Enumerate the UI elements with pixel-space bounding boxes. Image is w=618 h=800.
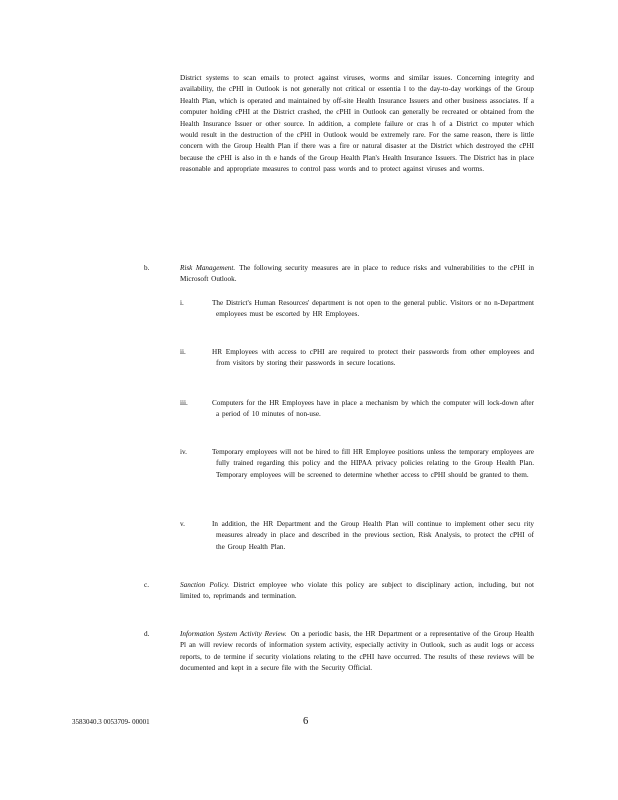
section-b-marker: b. — [144, 264, 150, 272]
section-c-marker: c. — [144, 581, 149, 589]
section-b-heading: Risk Management. — [180, 264, 236, 272]
sub-item-iv-marker: iv. — [180, 448, 187, 456]
sub-item-v: In addition, the HR Department and the Group Health Plan will continue to implement other secu rity measures already in place and described in the previous section, Risk Analysis, to protect the cPHI of the Group Health Plan. — [212, 520, 534, 551]
section-c-text: District employee who violate this policy are subject to disciplinary action, including, but not limited to, reprimands and termination. — [180, 581, 534, 601]
section-c-heading: Sanction Policy. — [180, 581, 230, 589]
document-id: 3583040.3 0053709- 00001 — [72, 718, 150, 726]
section-c — [180, 580, 534, 603]
intro-paragraph: District systems to scan emails to protect against viruses, worms and similar issues. Concerning integrity and availability, the cPHI in Outlook is not generally not critical or essentia l to the day-to-day workings of the Group Health Plan, which is operated and maintained by off-site Health Insurance Issuers and other business associates. If a computer holding cPHI at the District crashed, the cPHI in Outlook can generally be recreated or obtained from the Health Insurance Issuer or other source. In addition, a complete failure or cras h of a District co mputer which would result in the destruction of the cPHI in Outlook would be extremely rare. For the same reason, there is little concern with the Group Health Plan if there was a fire or natural disaster at the District which destroyed the cPHI because the cPHI is also in th e hands of the Group Health Plan's Health Insurance Issuers. The District has in place reasonable and appropriate measures to control pass words and to protect against viruses and worms. — [180, 74, 534, 174]
section-b-text: The following security measures are in place to reduce risks and vulnerabilities to the cPHI in Microsoft Outlook. — [180, 264, 534, 284]
sub-item-iv: Temporary employees will not be hired to fill HR Employee positions unless the temporary employees are fully trained regarding this policy and the HIPAA privacy policies relating to the Group Health Plan. Temporary employees will be screened to determine whether access to cPHI should be granted to them. — [212, 448, 534, 479]
sub-item-iii-marker: iii. — [180, 399, 188, 407]
section-b — [180, 263, 534, 286]
section-d-text: On a periodic basis, the HR Department or a representative of the Group Health Pl an will review records of information system activity, especially activity in Outlook, such as audit logs or access reports, to de termine if security violations relating to the cPHI have occurred. The results of these reviews will be documented and kept in a secure file with the Security Official. — [180, 630, 534, 673]
page-number: 6 — [303, 716, 309, 727]
section-d-heading: Information System Activity Review. — [180, 630, 287, 638]
sub-item-iii: Computers for the HR Employees have in place a mechanism by which the computer will lock-down after a period of 10 minutes of non-use. — [212, 399, 534, 419]
section-d — [180, 629, 534, 675]
sub-item-ii: HR Employees with access to cPHI are required to protect their passwords from other employees and from visitors by storing their passwords in secure locations. — [212, 348, 534, 368]
sub-item-i-marker: i. — [180, 299, 184, 307]
sub-item-ii-marker: ii. — [180, 348, 186, 356]
section-d-marker: d. — [144, 630, 150, 638]
sub-item-v-marker: v. — [180, 520, 185, 528]
sub-item-i: The District's Human Resources' department is not open to the general public. Visitors or no n-Department employees must be escorted by HR Employees. — [212, 299, 534, 319]
